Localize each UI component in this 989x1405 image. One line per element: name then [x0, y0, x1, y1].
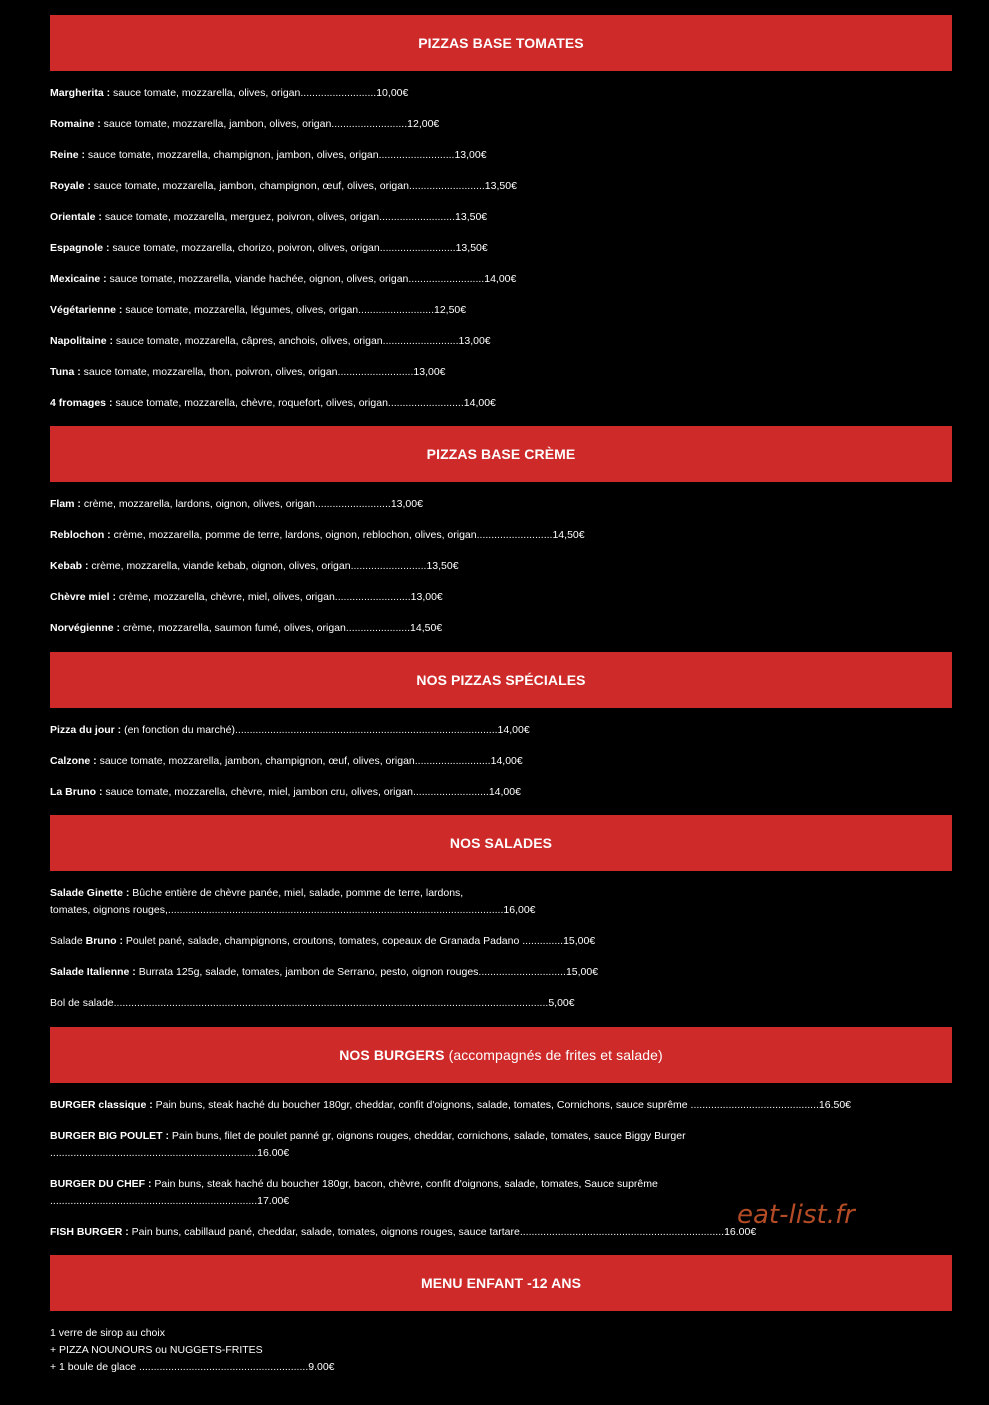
item-name: Espagnole : — [50, 242, 110, 254]
item-dots: .......................... — [387, 397, 464, 409]
section-title: NOS BURGERS — [339, 1047, 445, 1063]
section-title: NOS SALADES — [449, 835, 553, 851]
item-desc: sauce tomate, mozzarella, jambon, champignon, œuf, olives, origan — [90, 180, 409, 192]
item-name: Flam : — [50, 498, 81, 510]
item-desc: Burrata 125g, salade, tomates, jambon de Serrano, pesto, oignon rouges — [135, 966, 479, 978]
item-price: 13,50€ — [455, 242, 488, 254]
item-dots: ....................................................................... — [50, 1195, 258, 1207]
item-dots: ....................................................................... — [50, 1147, 258, 1159]
menu-item — [50, 1177, 658, 1191]
item-desc: sauce tomate, mozzarella, jambon, champignon, œuf, olives, origan — [96, 755, 415, 767]
item-name: Napolitaine : — [50, 335, 114, 347]
item-dots: .......................................................... — [139, 1361, 309, 1373]
item-price: 13,00€ — [413, 366, 446, 378]
menu-line — [50, 1343, 263, 1357]
item-name: Bol de salade — [50, 997, 114, 1009]
item-price: 10,00€ — [376, 87, 409, 99]
item-dots: .......................... — [412, 786, 489, 798]
menu-line — [50, 1360, 335, 1374]
section-title: NOS PIZZAS SPÉCIALES — [416, 672, 586, 688]
menu-item — [50, 396, 496, 410]
menu-item — [50, 303, 466, 317]
item-dots: .......................... — [378, 149, 455, 161]
item-desc: sauce tomate, mozzarella, légumes, olives, origan — [122, 304, 359, 316]
item-price: 12,50€ — [434, 304, 467, 316]
menu-item — [50, 86, 408, 100]
menu-item — [50, 241, 488, 255]
item-name: Chèvre miel : — [50, 591, 116, 603]
item-dots: .............. — [522, 935, 564, 947]
item-name: BURGER DU CHEF : — [50, 1178, 152, 1190]
menu-item — [50, 179, 517, 193]
item-name: Reine : — [50, 149, 86, 161]
item-price: 13,00€ — [390, 498, 423, 510]
item-name: Salade Ginette : — [50, 887, 130, 899]
section-subtitle: (accompagnés de frites et salade) — [448, 1047, 663, 1063]
menu-item — [50, 754, 523, 768]
section-banner-burgers — [50, 1027, 952, 1083]
section-banner-salades — [50, 815, 952, 871]
item-name: 4 fromages : — [50, 397, 113, 409]
menu-item — [50, 117, 439, 131]
item-price: 14,00€ — [497, 724, 530, 736]
section-title: PIZZAS BASE TOMATES — [418, 35, 584, 51]
item-desc: crème, mozzarella, saumon fumé, olives, origan — [120, 622, 346, 634]
item-desc: tomates, oignons rouges, — [50, 904, 168, 916]
watermark-logo: eat-list.fr — [737, 1200, 855, 1230]
item-dots: .......................................................................................... — [234, 724, 498, 736]
menu-item — [50, 965, 598, 979]
section-banner-enfant — [50, 1255, 952, 1311]
item-dots: .......................... — [382, 335, 459, 347]
item-price: 13,50€ — [426, 560, 459, 572]
item-dots: .......................... — [350, 560, 427, 572]
item-name: Norvégienne : — [50, 622, 121, 634]
item-desc: Pain buns, steak haché du boucher 180gr, bacon, chèvre, confit d'oignons, salade, tomates, Sauce suprême — [151, 1178, 658, 1190]
item-price: 17.00€ — [257, 1195, 290, 1207]
item-name: Margherita : — [50, 87, 111, 99]
menu-item — [50, 497, 423, 511]
menu-item — [50, 1225, 756, 1239]
menu-line-text: 1 verre de sirop au choix — [50, 1327, 165, 1339]
menu-line — [50, 1326, 165, 1340]
item-price: 16.50€ — [818, 1099, 852, 1111]
item-price: 16.00€ — [257, 1147, 290, 1159]
item-desc: Pain buns, steak haché du boucher 180gr, cheddar, confit d'oignons, salade, tomates, Cornichons, sauce suprême — [152, 1099, 691, 1111]
item-name: BURGER BIG POULET : — [50, 1130, 170, 1142]
item-dots: ...................... — [345, 622, 411, 634]
menu-item-continuation — [50, 1146, 289, 1160]
menu-line-text: + 1 boule de glace — [50, 1361, 140, 1373]
menu-item — [50, 334, 491, 348]
item-dots: .......................... — [408, 180, 485, 192]
item-dots: .......................... — [414, 755, 491, 767]
item-name: Pizza du jour : — [50, 724, 122, 736]
item-desc: Pain buns, filet de poulet panné gr, oignons rouges, cheddar, cornichons, salade, tomates, sauce Biggy Burger — [169, 1130, 686, 1142]
item-desc: sauce tomate, mozzarella, thon, poivron, olives, origan — [80, 366, 338, 378]
item-desc: (en fonction du marché) — [121, 724, 235, 736]
item-desc: Bûche entière de chèvre panée, miel, salade, pomme de terre, lardons, — [129, 887, 464, 899]
item-prefix: Salade — [50, 935, 86, 947]
item-price: 15,00€ — [565, 966, 599, 978]
menu-line-text: + PIZZA NOUNOURS ou NUGGETS-FRITES — [50, 1344, 263, 1356]
menu-item — [50, 723, 530, 737]
item-name: Végétarienne : — [50, 304, 123, 316]
item-price: 16.00€ — [724, 1226, 757, 1238]
section-banner-tomates — [50, 15, 952, 71]
item-price: 14,00€ — [488, 786, 521, 798]
menu-item — [50, 934, 595, 948]
item-price: 14,00€ — [490, 755, 523, 767]
section-banner-creme — [50, 426, 952, 482]
item-price: 5,00€ — [548, 997, 575, 1009]
item-desc: sauce tomate, mozzarella, champignon, jambon, olives, origan — [85, 149, 379, 161]
item-desc: sauce tomate, mozzarella, viande hachée, oignon, olives, origan — [106, 273, 409, 285]
item-name: Kebab : — [50, 560, 89, 572]
menu-item — [50, 996, 575, 1010]
item-dots: ............................................ — [690, 1099, 819, 1111]
item-dots: .......................... — [379, 242, 456, 254]
item-dots: .......................... — [300, 87, 377, 99]
item-desc: Poulet pané, salade, champignons, croutons, tomates, copeaux de Granada Padano — [122, 935, 523, 947]
item-price: 13,50€ — [484, 180, 517, 192]
item-desc: crème, mozzarella, lardons, oignon, olives, origan — [80, 498, 315, 510]
item-name: Mexicaine : — [50, 273, 107, 285]
item-name: FISH BURGER : — [50, 1226, 129, 1238]
item-price: 14,00€ — [484, 273, 517, 285]
item-dots: .......................... — [476, 529, 553, 541]
item-name: Calzone : — [50, 755, 97, 767]
item-name: Orientale : — [50, 211, 102, 223]
menu-item — [50, 148, 487, 162]
menu-item — [50, 785, 521, 799]
item-desc: crème, mozzarella, viande kebab, oignon, olives, origan — [88, 560, 351, 572]
item-name: Royale : — [50, 180, 91, 192]
item-dots: ................................................................................................................... — [167, 904, 504, 916]
item-dots: ..................................................................................................................................................... — [113, 997, 549, 1009]
section-title: MENU ENFANT -12 ANS — [420, 1275, 582, 1291]
item-dots: .............................. — [478, 966, 566, 978]
item-desc: sauce tomate, mozzarella, jambon, olives, origan — [100, 118, 332, 130]
item-price: 13,00€ — [410, 591, 443, 603]
section-banner-speciales — [50, 652, 952, 708]
item-price: 13,50€ — [455, 211, 488, 223]
item-desc: sauce tomate, mozzarella, câpres, anchois, olives, origan — [113, 335, 383, 347]
item-price: 13,00€ — [454, 149, 487, 161]
item-price: 14,50€ — [552, 529, 585, 541]
item-desc: Pain buns, cabillaud pané, cheddar, salade, tomates, oignons rouges, sauce tartare — [128, 1226, 520, 1238]
item-dots: ...................................................................... — [519, 1226, 725, 1238]
menu-item — [50, 528, 585, 542]
item-desc: sauce tomate, mozzarella, merguez, poivron, olives, origan — [101, 211, 380, 223]
item-price: 12,00€ — [407, 118, 440, 130]
menu-item — [50, 886, 463, 900]
item-price: 15,00€ — [563, 935, 596, 947]
item-name: La Bruno : — [50, 786, 103, 798]
item-name: Bruno : — [85, 935, 123, 947]
item-dots: .......................... — [334, 591, 411, 603]
item-price: 14,00€ — [463, 397, 496, 409]
menu-item — [50, 272, 516, 286]
item-dots: .......................... — [331, 118, 408, 130]
item-name: Reblochon : — [50, 529, 111, 541]
menu-item — [50, 621, 442, 635]
item-dots: .......................... — [314, 498, 391, 510]
item-desc: sauce tomate, mozzarella, chèvre, roquefort, olives, origan — [112, 397, 388, 409]
item-price: 16,00€ — [503, 904, 536, 916]
item-price: 14,50€ — [410, 622, 443, 634]
item-name: Romaine : — [50, 118, 101, 130]
menu-item — [50, 365, 446, 379]
item-name: Tuna : — [50, 366, 81, 378]
item-desc: sauce tomate, mozzarella, chèvre, miel, jambon cru, olives, origan — [102, 786, 413, 798]
item-desc: crème, mozzarella, pomme de terre, lardons, oignon, reblochon, olives, origan — [110, 529, 477, 541]
menu-item — [50, 1098, 851, 1112]
menu-item-continuation — [50, 1194, 289, 1208]
item-dots: .......................... — [337, 366, 414, 378]
section-title: PIZZAS BASE CRÈME — [426, 446, 576, 462]
item-desc: sauce tomate, mozzarella, olives, origan — [110, 87, 301, 99]
menu-item-continuation — [50, 903, 536, 917]
item-dots: .......................... — [358, 304, 434, 316]
item-name: Salade Italienne : — [50, 966, 136, 978]
item-price: 13,00€ — [458, 335, 491, 347]
menu-item — [50, 210, 487, 224]
item-dots: .......................... — [408, 273, 485, 285]
item-dots: .......................... — [379, 211, 456, 223]
menu-item — [50, 559, 459, 573]
item-name: BURGER classique : — [50, 1099, 153, 1111]
item-desc: sauce tomate, mozzarella, chorizo, poivron, olives, origan — [109, 242, 380, 254]
menu-item — [50, 1129, 686, 1143]
menu-item — [50, 590, 443, 604]
item-desc: crème, mozzarella, chèvre, miel, olives, origan — [115, 591, 335, 603]
item-price: 9.00€ — [308, 1361, 335, 1373]
